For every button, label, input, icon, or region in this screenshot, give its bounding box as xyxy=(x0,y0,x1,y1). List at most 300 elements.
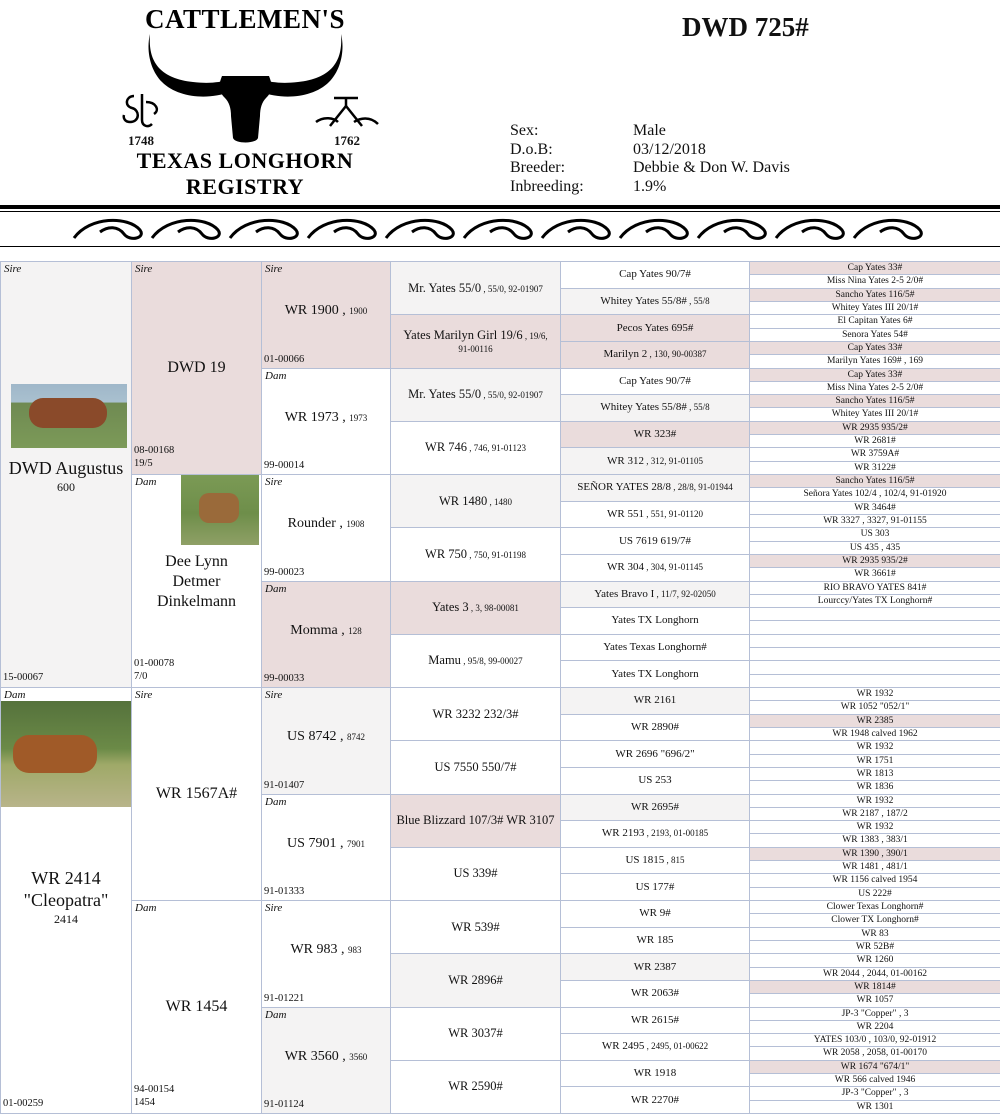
pedigree-cell-g6[interactable] xyxy=(750,342,1000,355)
pedigree-cell-g6[interactable] xyxy=(750,901,1000,914)
animal-name xyxy=(750,1087,1000,1099)
pedigree-cell-g6[interactable] xyxy=(750,435,1000,448)
animal-number: 11/7, 92-02050 xyxy=(661,588,716,599)
animal-name xyxy=(561,827,749,839)
pedigree-cell-g5[interactable] xyxy=(561,741,750,768)
animal-name-text: JP-3 "Copper" xyxy=(841,1008,897,1019)
animal-name xyxy=(750,888,1000,900)
animal-name-text: WR 2063# xyxy=(631,987,679,1000)
pedigree-cell-g6[interactable] xyxy=(750,475,1000,488)
animal-number: 103/0, 92-01912 xyxy=(873,1035,937,1046)
pedigree-cell-g3[interactable] xyxy=(262,688,391,795)
animal-name xyxy=(750,808,1000,820)
role-label: Dam xyxy=(4,689,26,701)
animal-name xyxy=(750,582,1000,594)
pedigree-cell-g3[interactable] xyxy=(262,582,391,689)
pedigree-cell-g6[interactable] xyxy=(750,808,1000,821)
pedigree-cell-g6[interactable] xyxy=(750,781,1000,794)
reg-number: 99-00023 xyxy=(264,566,305,578)
pedigree-cell-g3[interactable] xyxy=(262,369,391,476)
animal-name xyxy=(750,848,1000,860)
animal-name-text: US 7550 550/7# xyxy=(434,759,517,774)
name-separator: , xyxy=(644,508,651,519)
pedigree-cell-g5[interactable] xyxy=(561,555,750,582)
pedigree-cell-g5[interactable] xyxy=(561,528,750,555)
pedigree-cell-g5[interactable] xyxy=(561,289,750,316)
pedigree-cell-g6[interactable] xyxy=(750,821,1000,834)
animal-name xyxy=(561,987,749,999)
animal-number: 1900 xyxy=(349,306,368,317)
pedigree-cell-g6[interactable] xyxy=(750,1061,1000,1074)
animal-number: 7901 xyxy=(346,838,365,849)
animal-number: 19/6, xyxy=(529,330,548,341)
pedigree-cell-g6[interactable] xyxy=(750,1047,1000,1060)
animal-number: 1480 xyxy=(494,496,512,507)
pedigree-cell-g5[interactable] xyxy=(561,342,750,369)
animal-name-text: US 339# xyxy=(453,866,498,881)
animal-name xyxy=(391,440,560,455)
pedigree-cell-g6[interactable] xyxy=(750,315,1000,328)
animal-number: 551, 91-01120 xyxy=(650,508,703,519)
pedigree-cell-g6[interactable] xyxy=(750,848,1000,861)
animal-name xyxy=(750,755,1000,767)
animal-name xyxy=(561,322,749,334)
pedigree-cell-g5[interactable] xyxy=(561,1061,750,1088)
pedigree-cell-g3[interactable] xyxy=(262,1008,391,1115)
animal-name-text: Clower TX Longhorn# xyxy=(831,915,919,926)
animal-name xyxy=(262,303,390,319)
animal-name-text: WR 2681# xyxy=(854,436,896,447)
name-separator: , xyxy=(686,402,694,413)
animal-name-text: WR 3232 232/3# xyxy=(432,706,519,721)
animal-name xyxy=(561,721,749,733)
pedigree-cell-g5[interactable] xyxy=(561,502,750,529)
animal-name xyxy=(561,268,749,280)
animal-name xyxy=(750,289,1000,301)
pedigree-cell-g6[interactable] xyxy=(750,1101,1000,1114)
pedigree-cell-g6[interactable] xyxy=(750,954,1000,967)
animal-number: 435 xyxy=(885,542,901,553)
pedigree-cell-g6[interactable] xyxy=(750,582,1000,595)
pedigree-cell-g6[interactable] xyxy=(750,874,1000,887)
pedigree-cell-g6[interactable] xyxy=(750,382,1000,395)
pedigree-cell-g6[interactable] xyxy=(750,1034,1000,1047)
pedigree-cell-g6[interactable] xyxy=(750,502,1000,515)
animal-number: 102/4, 91-01920 xyxy=(883,489,947,500)
animal-name xyxy=(750,422,1000,434)
pedigree-cell-g4[interactable] xyxy=(391,1061,561,1114)
animal-name: DWD Augustus xyxy=(8,458,124,478)
info-label-sex: Sex: xyxy=(510,122,539,139)
info-label-dob: D.o.B: xyxy=(510,140,553,158)
name-separator: , xyxy=(337,622,349,638)
animal-number: 28/8, 91-01944 xyxy=(677,482,733,493)
animal-name xyxy=(262,1049,390,1065)
pedigree-cell-g6[interactable] xyxy=(750,661,1000,674)
animal-name xyxy=(750,369,1000,381)
pedigree-cell-g6[interactable] xyxy=(750,688,1000,701)
pedigree-cell-g3[interactable] xyxy=(262,475,391,582)
animal-name xyxy=(391,328,560,343)
animal-name-text: WR 2161 xyxy=(633,694,677,707)
pedigree-cell-g4[interactable] xyxy=(391,528,561,581)
pedigree-cell-g6[interactable] xyxy=(750,715,1000,728)
animal-info-values xyxy=(633,122,790,196)
animal-name xyxy=(262,729,390,745)
pedigree-cell-g4[interactable] xyxy=(391,741,561,794)
pedigree-cell-g4[interactable] xyxy=(391,422,561,475)
pedigree-cell-g5[interactable] xyxy=(561,874,750,901)
pedigree-cell-g5[interactable] xyxy=(561,688,750,715)
pedigree-cell-g4[interactable] xyxy=(391,795,561,848)
animal-name xyxy=(750,928,1000,940)
animal-number: 746, 91-01123 xyxy=(473,443,526,454)
name-separator: , xyxy=(896,1008,904,1019)
pedigree-cell-g6[interactable] xyxy=(750,595,1000,608)
reg-number: 99-00014 xyxy=(264,460,305,471)
animal-name-text: WR 2935 935/2# xyxy=(842,422,908,433)
animal-name xyxy=(391,494,560,509)
animal-name xyxy=(391,1079,560,1094)
reg-number: 94-00154 xyxy=(134,1084,175,1095)
pedigree-cell-g5[interactable] xyxy=(561,395,750,422)
pedigree-cell-g6[interactable] xyxy=(750,608,1000,621)
animal-name xyxy=(750,502,1000,514)
pedigree-cell-g6[interactable] xyxy=(750,635,1000,648)
animal-name-text: Yates Bravo I xyxy=(594,587,655,600)
pedigree-cell-g5[interactable] xyxy=(561,1008,750,1035)
animal-name-text: JP-3 "Copper" xyxy=(841,1088,897,1099)
name-separator: , xyxy=(878,542,886,553)
animal-nickname: "Cleopatra" xyxy=(23,890,109,910)
animal-name xyxy=(561,348,749,360)
pedigree-cell-g5[interactable] xyxy=(561,954,750,981)
name-separator: , xyxy=(901,356,909,367)
pedigree-cell-g6[interactable] xyxy=(750,422,1000,435)
animal-name-text: WR 1900 xyxy=(284,303,339,319)
pedigree-cell-g6[interactable] xyxy=(750,329,1000,342)
animal-name xyxy=(750,861,1000,873)
animal-name-text: WR 1932 xyxy=(856,822,894,833)
animal-name-text: WR 9# xyxy=(639,907,671,920)
animal-name xyxy=(391,760,560,775)
pedigree-cell-g4[interactable] xyxy=(391,1008,561,1061)
pedigree-cell-g4[interactable] xyxy=(391,901,561,954)
pedigree-cell-g5[interactable] xyxy=(561,981,750,1008)
pedigree-cell-g6[interactable] xyxy=(750,302,1000,315)
animal-name xyxy=(750,448,1000,460)
animal-name xyxy=(561,934,749,946)
animal-name xyxy=(561,455,749,467)
pedigree-cell-g4[interactable] xyxy=(391,582,561,635)
pedigree-cell-g6[interactable] xyxy=(750,994,1000,1007)
reg-number-secondary: 19/5 xyxy=(134,458,153,469)
pedigree-cell-g6[interactable] xyxy=(750,542,1000,555)
pedigree-cell-g5[interactable] xyxy=(561,369,750,396)
pedigree-cell-g6[interactable] xyxy=(750,369,1000,382)
name-separator: , xyxy=(481,283,488,294)
reg-number-secondary: 7/0 xyxy=(134,671,148,682)
animal-name-text: Whitey Yates 55/8# xyxy=(600,401,687,414)
animal-name-text: WR 3122# xyxy=(854,462,896,473)
pedigree-cell-g6[interactable] xyxy=(750,1008,1000,1021)
animal-name-text: US 7901 xyxy=(287,835,337,851)
animal-name xyxy=(750,741,1000,753)
animal-name xyxy=(561,535,749,547)
pedigree-cell-g6[interactable] xyxy=(750,488,1000,501)
pedigree-cell-g6[interactable] xyxy=(750,462,1000,475)
pedigree-cell-g5[interactable] xyxy=(561,1034,750,1061)
animal-name-text: WR 2387 xyxy=(633,960,677,973)
animal-number: 8742 xyxy=(346,732,365,743)
animal-number: 3 xyxy=(903,1088,909,1099)
pedigree-cell-g6[interactable] xyxy=(750,675,1000,688)
pedigree-cell-g6[interactable] xyxy=(750,888,1000,901)
animal-name-text: WR 1156 calved 1954 xyxy=(832,875,918,886)
pedigree-cell-g5[interactable] xyxy=(561,582,750,609)
animal-name-text: Blue Blizzard 107/3# WR 3107 xyxy=(396,813,555,828)
animal-name-text: WR 1260 xyxy=(856,955,894,966)
pedigree-cell-g6[interactable] xyxy=(750,861,1000,874)
pedigree-cell-g6[interactable] xyxy=(750,262,1000,275)
scroll-wave-ornament xyxy=(70,212,930,246)
role-label: Dam xyxy=(265,369,287,382)
brand-mark-right xyxy=(314,92,380,134)
info-value-inbreeding: 1.9% xyxy=(633,177,667,195)
pedigree-cell-g6[interactable] xyxy=(750,555,1000,568)
animal-name-text: WR 1973 xyxy=(284,409,339,425)
animal-name: WR 1454 xyxy=(165,997,228,1015)
pedigree-cell-g6[interactable] xyxy=(750,408,1000,421)
pedigree-cell-g4[interactable] xyxy=(391,688,561,741)
name-separator: , xyxy=(859,515,867,526)
name-separator: , xyxy=(644,1041,652,1052)
animal-name-text: US 177# xyxy=(635,880,675,893)
animal-info-labels xyxy=(510,122,584,196)
pedigree-chart xyxy=(0,261,1000,1114)
pedigree-cell-g6[interactable] xyxy=(750,621,1000,634)
reg-number: 01-00078 xyxy=(134,658,175,669)
pedigree-cell-g3[interactable] xyxy=(262,795,391,902)
animal-name xyxy=(561,428,749,440)
pedigree-cell-g6[interactable] xyxy=(750,448,1000,461)
pedigree-cell-g6[interactable] xyxy=(750,289,1000,302)
animal-name xyxy=(262,623,390,639)
pedigree-cell-g6[interactable] xyxy=(750,914,1000,927)
pedigree-cell-g6[interactable] xyxy=(750,275,1000,288)
animal-name-text: WR 3037# xyxy=(448,1026,503,1041)
role-label: Sire xyxy=(265,476,283,488)
animal-name xyxy=(561,481,749,493)
pedigree-cell-g5[interactable] xyxy=(561,422,750,449)
animal-name xyxy=(750,462,1000,474)
pedigree-cell-g2[interactable] xyxy=(132,901,262,1114)
dam-photo-animal xyxy=(13,735,97,773)
animal-name-text: Yates Texas Longhorn# xyxy=(603,641,707,654)
animal-name-text: WR 1814# xyxy=(854,981,896,992)
animal-name xyxy=(750,968,1000,980)
pedigree-cell-g4[interactable] xyxy=(391,635,561,688)
pedigree-cell-g5[interactable] xyxy=(561,475,750,502)
animal-number: 983 xyxy=(348,945,362,956)
pedigree-cell-g6[interactable] xyxy=(750,568,1000,581)
pedigree-cell-g6[interactable] xyxy=(750,941,1000,954)
animal-name xyxy=(750,1034,1000,1046)
pedigree-cell-g6[interactable] xyxy=(750,728,1000,741)
animal-name-text: Whitey Yates 55/8# xyxy=(600,294,687,307)
animal-number: 1973 xyxy=(349,412,368,423)
pedigree-cell-g5[interactable] xyxy=(561,608,750,635)
pedigree-cell-g6[interactable] xyxy=(750,1087,1000,1100)
animal-number: 55/0, 92-01907 xyxy=(487,390,543,401)
animal-name: Dee Lynn xyxy=(165,553,228,570)
animal-name-text: WR 1390 xyxy=(842,848,879,859)
animal-name xyxy=(561,614,749,626)
pedigree-cell-g6[interactable] xyxy=(750,968,1000,981)
animal-name-text: WR 2193 xyxy=(601,827,645,840)
info-value-sex: Male xyxy=(633,122,666,139)
pedigree-cell-g3[interactable] xyxy=(262,262,391,369)
pedigree-cell-g5[interactable] xyxy=(561,768,750,795)
animal-number: 312, 91-01105 xyxy=(650,455,703,466)
pedigree-cell-g5[interactable] xyxy=(561,821,750,848)
animal-name-text: US 222# xyxy=(858,888,892,899)
pedigree-cell-g6[interactable] xyxy=(750,1021,1000,1034)
animal-name xyxy=(750,821,1000,833)
pedigree-cell-g6[interactable] xyxy=(750,528,1000,541)
pedigree-cell-g6[interactable] xyxy=(750,928,1000,941)
pedigree-cell-g6[interactable] xyxy=(750,1074,1000,1087)
pedigree-cell-g6[interactable] xyxy=(750,795,1000,808)
pedigree-cell-g3[interactable] xyxy=(262,901,391,1008)
animal-name-text: SEÑOR YATES 28/8 xyxy=(577,481,671,494)
animal-name xyxy=(750,1074,1000,1086)
pedigree-cell-g4[interactable] xyxy=(391,848,561,901)
role-label: Sire xyxy=(135,263,153,275)
role-label: Sire xyxy=(4,263,22,275)
animal-name xyxy=(750,555,1000,567)
pedigree-cell-g6[interactable] xyxy=(750,834,1000,847)
animal-name-text: WR 2935 935/2# xyxy=(842,555,908,566)
pedigree-cell-g5[interactable] xyxy=(561,715,750,742)
reg-number: 01-00066 xyxy=(264,353,305,365)
pedigree-cell-g6[interactable] xyxy=(750,395,1000,408)
pedigree-cell-g4[interactable] xyxy=(391,954,561,1007)
animal-name xyxy=(750,728,1000,740)
info-label-inbreeding: Inbreeding: xyxy=(510,177,584,195)
reg-number: 08-00168 xyxy=(134,445,175,456)
animal-name xyxy=(561,881,749,893)
animal-name xyxy=(262,410,390,426)
pedigree-cell-g6[interactable] xyxy=(750,741,1000,754)
pedigree-cell-g2[interactable] xyxy=(132,475,262,688)
animal-name-text: Miss Nina Yates 2-5 2/0# xyxy=(826,276,924,287)
animal-name-text: WR 2495 xyxy=(601,1040,645,1053)
animal-name-text: Pecos Yates 695# xyxy=(616,321,694,334)
animal-name-text: US 303 xyxy=(860,529,890,540)
name-separator: , xyxy=(878,835,887,846)
animal-name-text: Cap Yates 90/7# xyxy=(619,268,691,281)
pedigree-cell-g2[interactable] xyxy=(132,262,262,475)
animal-number: 95/8, 99-00027 xyxy=(467,656,523,667)
name-separator: , xyxy=(866,1035,874,1046)
info-value-breeder: Debbie & Don W. Davis xyxy=(633,159,790,176)
animal-name-text: Yates TX Longhorn xyxy=(611,614,699,627)
animal-name-line3: Dinkelmann xyxy=(156,593,237,610)
animal-name-text: Cap Yates 33# xyxy=(847,342,903,353)
animal-name-text: WR 2204 xyxy=(856,1021,894,1032)
pedigree-cell-g5[interactable] xyxy=(561,448,750,475)
pedigree-cell-g6[interactable] xyxy=(750,515,1000,528)
pedigree-cell-g5[interactable] xyxy=(561,315,750,342)
animal-name-text: Yates Marilyn Girl 19/6 xyxy=(403,327,523,342)
pedigree-cell-g4[interactable] xyxy=(391,315,561,368)
pedigree-cell-g5[interactable] xyxy=(561,795,750,822)
name-separator: , xyxy=(670,482,678,493)
animal-name xyxy=(391,973,560,988)
brand-mark-left xyxy=(120,90,164,132)
animal-name-text: WR 2890# xyxy=(631,720,679,733)
pedigree-cell-g4[interactable] xyxy=(391,262,561,315)
name-separator: , xyxy=(644,562,651,573)
pedigree-cell-g5[interactable] xyxy=(561,901,750,928)
pedigree-cell-g5[interactable] xyxy=(561,262,750,289)
animal-name-text: Sancho Yates 116/5# xyxy=(835,396,915,407)
pedigree-cell-g5[interactable] xyxy=(561,928,750,955)
pedigree-cell-g4[interactable] xyxy=(391,369,561,422)
animal-number: 304, 91-01145 xyxy=(650,562,703,573)
pedigree-cell-g5[interactable] xyxy=(561,661,750,688)
animal-name-text: WR 1932 xyxy=(856,795,894,806)
animal-name xyxy=(750,1047,1000,1059)
pedigree-cell-g4[interactable] xyxy=(391,475,561,528)
pedigree-cell-g5[interactable] xyxy=(561,848,750,875)
pedigree-cell-g6[interactable] xyxy=(750,648,1000,661)
animal-name xyxy=(750,475,1000,487)
pedigree-cell-g1 xyxy=(1,688,132,1114)
animal-name-text: WR 2696 "696/2" xyxy=(615,747,695,760)
animal-name-text: WR 1480 xyxy=(438,493,488,508)
animal-number: 600 xyxy=(57,480,75,494)
pedigree-cell-g6[interactable] xyxy=(750,755,1000,768)
animal-number: 2044, 01-00162 xyxy=(866,968,927,979)
pedigree-cell-g6[interactable] xyxy=(750,355,1000,368)
pedigree-cell-g6[interactable] xyxy=(750,981,1000,994)
animal-name-text: WR 983 xyxy=(290,942,338,958)
animal-name: DWD 19 xyxy=(167,358,226,376)
animal-name xyxy=(750,701,1000,713)
animal-number: 3327, 91-01155 xyxy=(867,515,927,526)
pedigree-cell-g2[interactable] xyxy=(132,688,262,901)
animal-name xyxy=(750,874,1000,886)
pedigree-cell-g5[interactable] xyxy=(561,1087,750,1114)
animal-name xyxy=(262,836,390,852)
pedigree-cell-g6[interactable] xyxy=(750,701,1000,714)
pedigree-cell-g6[interactable] xyxy=(750,768,1000,781)
animal-name xyxy=(750,1021,1000,1033)
animal-name-text: Lourccy/Yates TX Longhorn# xyxy=(817,595,933,606)
animal-number: 383/1 xyxy=(886,835,908,846)
animal-name xyxy=(391,653,560,668)
animal-name xyxy=(561,588,749,600)
animal-name xyxy=(750,435,1000,447)
reg-number: 01-00259 xyxy=(3,1098,44,1109)
pedigree-cell-g5[interactable] xyxy=(561,635,750,662)
animal-name-text: Mamu xyxy=(428,653,461,668)
animal-name xyxy=(750,901,1000,913)
info-label-breeder: Breeder: xyxy=(510,159,566,176)
animal-name xyxy=(561,668,749,680)
